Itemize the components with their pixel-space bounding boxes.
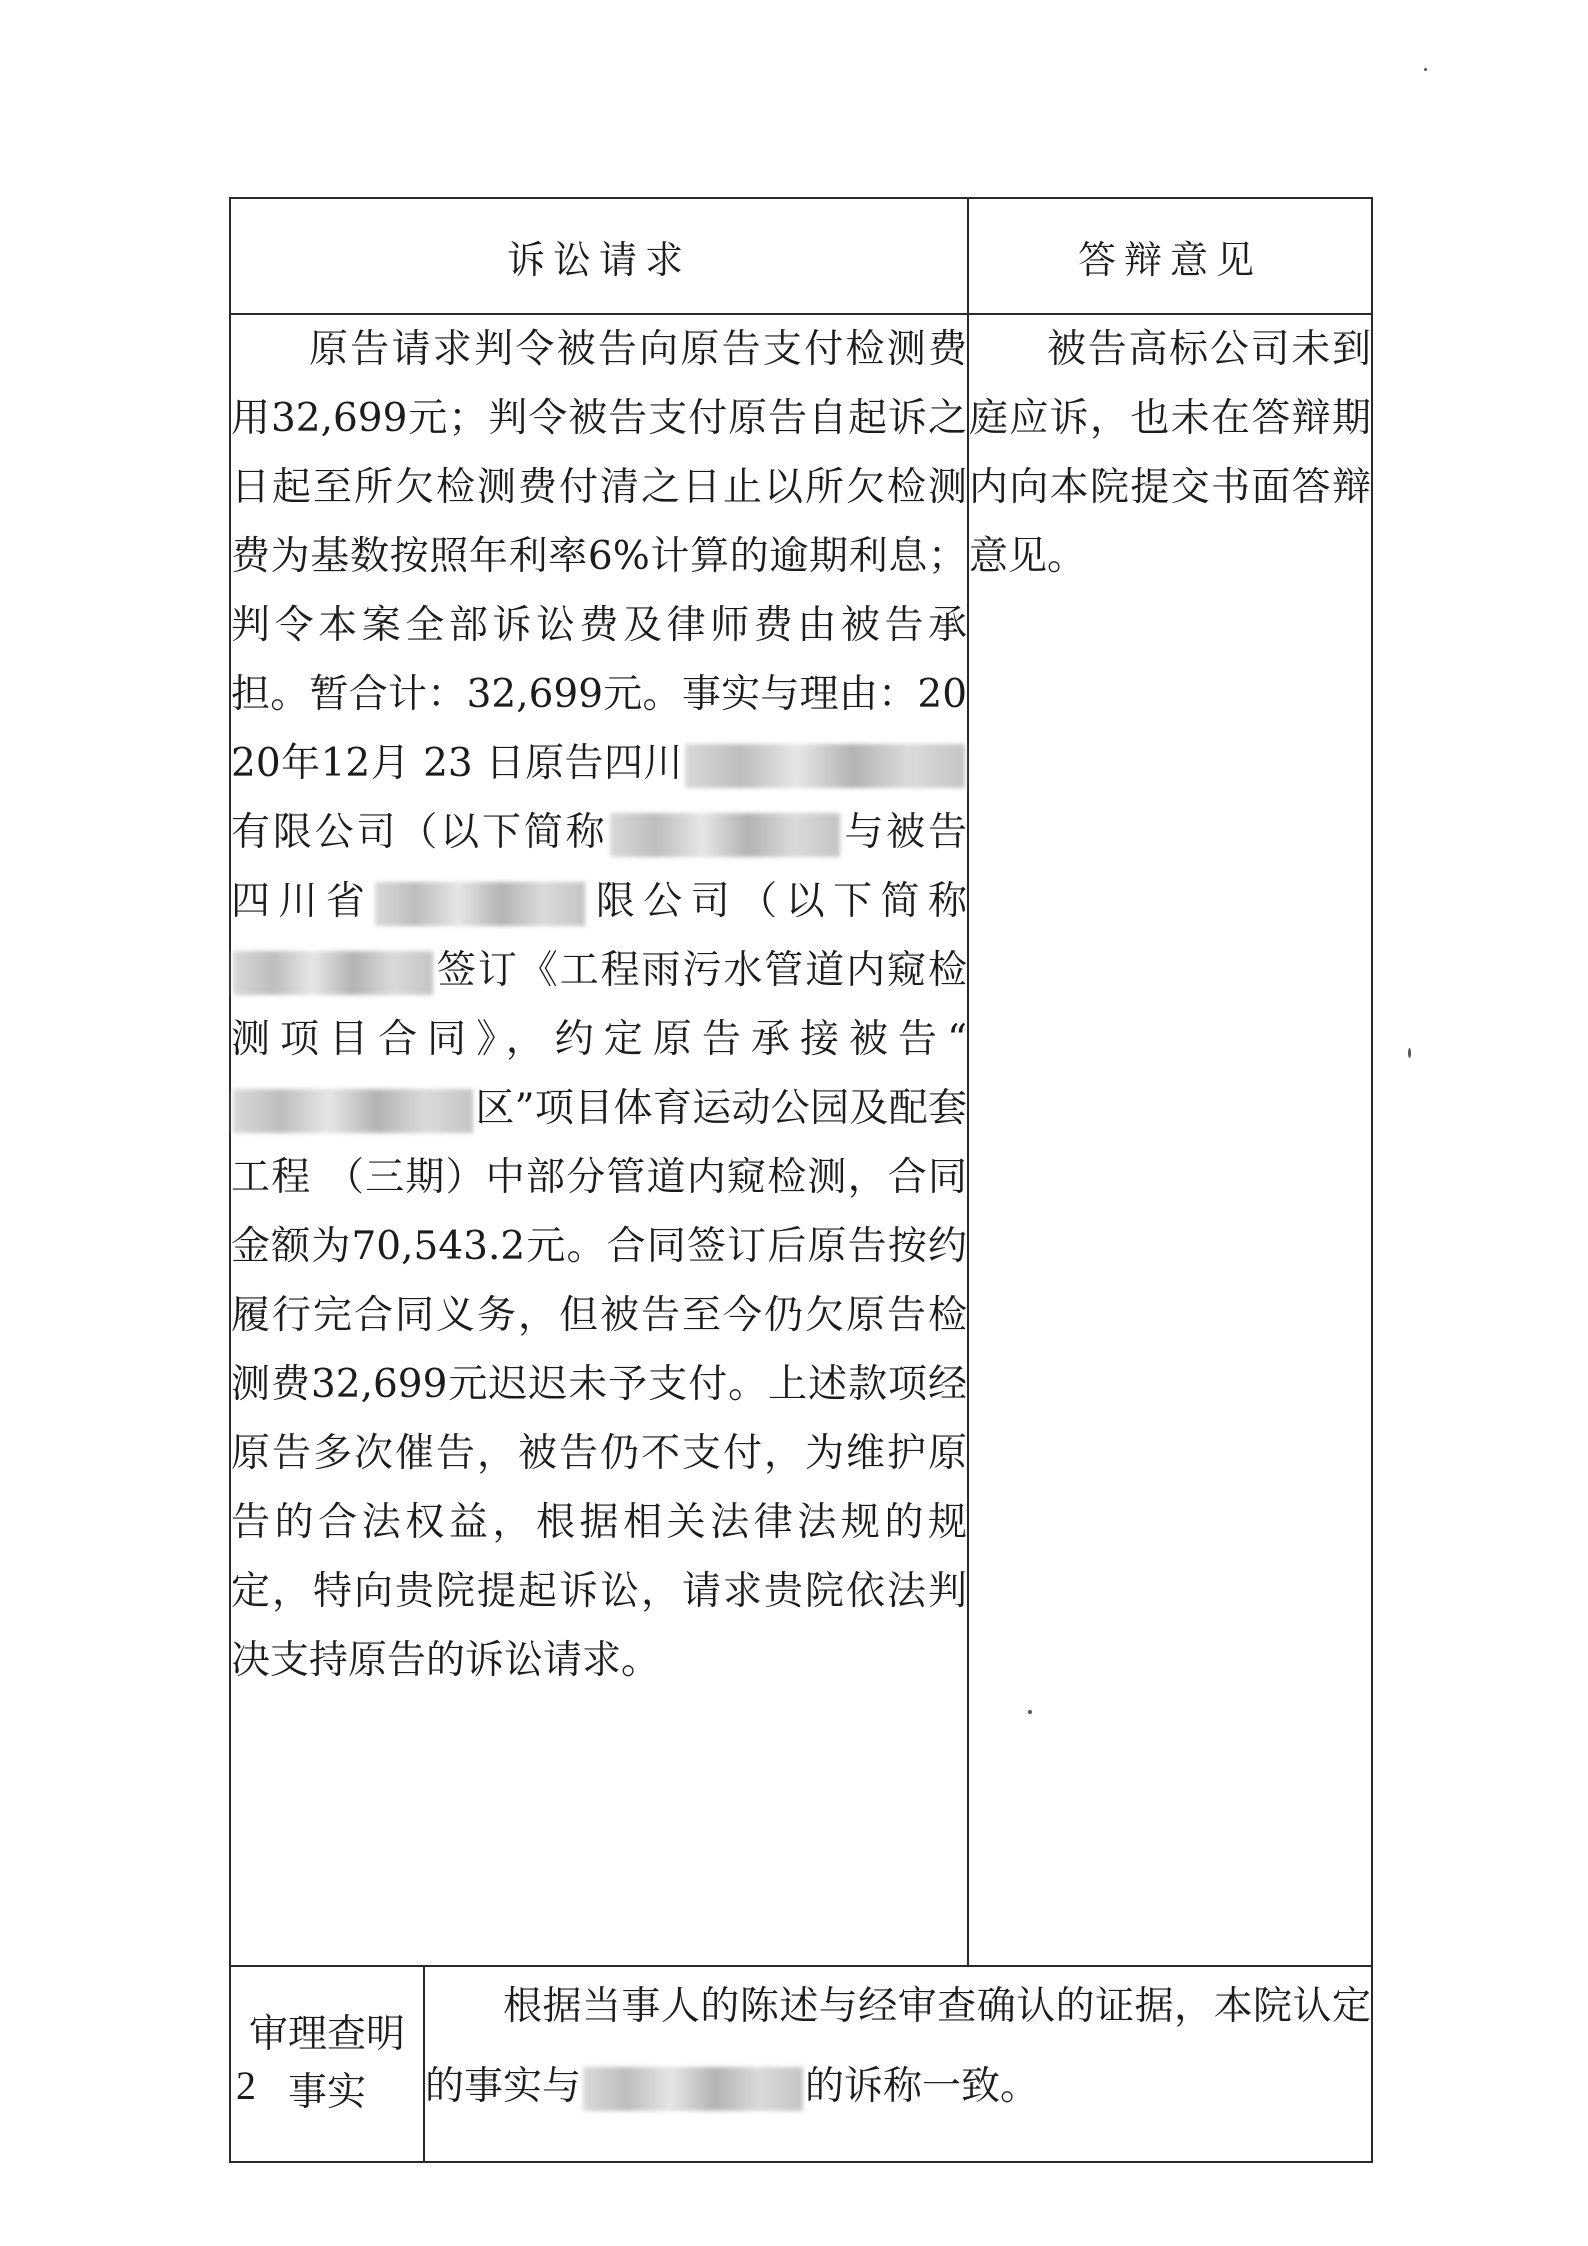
claims-text-6: 区”项目体育运动公园及配套工程 （三期）中部分管道内窥检测，合同金额为70,543.2元。合同签订后原告按约履行完合同义务，但被告至今仍欠原告检测费32,699元迟迟未予支付。上述款项经原告多次催告，被告仍不支付，为维护原告的合法权益，根据相关法律法规的规定，特向贵院提起诉讼，请求贵院依法判决支持原告的诉讼请求。 — [231, 1086, 968, 1683]
scan-speck — [1424, 68, 1427, 71]
scan-speck — [1408, 1048, 1411, 1058]
claims-text-5: 签订《工程雨污水管道内窥检测项目合同》，约定原告承接被告“ — [231, 948, 968, 1062]
redacted-block — [233, 1089, 473, 1133]
header-row — [230, 198, 1372, 314]
redacted-block — [685, 744, 965, 788]
content-row — [230, 314, 1372, 1966]
redacted-block — [375, 882, 585, 926]
defense-header: 答辩意见 — [968, 198, 1372, 314]
claims-text-1: 原告请求判令被告向原告支付检测费用32,699元；判令被告支付原告自起诉之日起至所欠检测费付清之日止以所欠检测费为基数按照年利率6%计算的逾期利息；判令本案全部诉讼费及律师费由被告承担。暂合计：32,699元。事实与理由：2020年12月 23 日原告四川 — [231, 327, 968, 786]
facts-text-2: 的诉称一致。 — [805, 2064, 1040, 2109]
facts-label: 审理查明事实 — [230, 1966, 424, 2162]
redacted-block — [583, 2067, 803, 2111]
facts-text-1: 根据当事人的陈述与经审查确认的证据，本院认定的事实与 — [425, 1984, 1372, 2109]
claims-header: 诉讼请求 — [230, 198, 968, 314]
redacted-block — [233, 951, 433, 995]
scan-speck — [1028, 1710, 1032, 1714]
defense-content: 被告高标公司未到庭应诉，也未在答辩期内向本院提交书面答辩意见。 — [968, 314, 1372, 1966]
case-table — [229, 197, 1373, 2163]
facts-row — [230, 1966, 1372, 2162]
facts-content — [424, 1966, 1372, 2162]
redacted-block — [610, 813, 840, 857]
claims-content — [230, 314, 968, 1966]
claims-text-3: 与被告四川省 — [231, 810, 967, 924]
page-number: 2 — [236, 2063, 256, 2108]
claims-text-4: 限公司（以下简称 — [587, 879, 968, 924]
claims-text-2: 有限公司（以下简称 — [231, 810, 608, 855]
